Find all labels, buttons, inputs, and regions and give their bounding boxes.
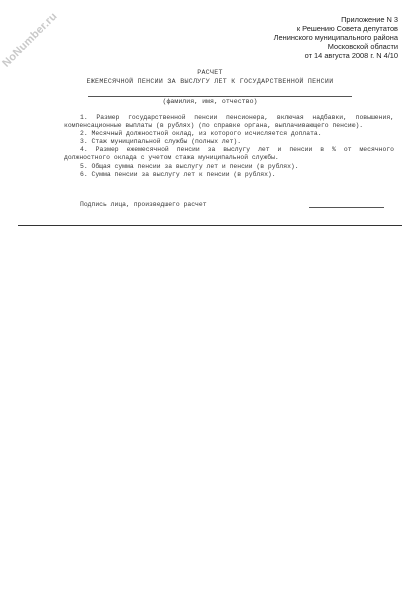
appendix-line: Ленинского муниципального района <box>273 33 398 42</box>
appendix-line: Московской области <box>327 42 398 51</box>
calculation-item: 2. Месячный должностной оклад, из которого исчисляется доплата. <box>80 130 322 138</box>
calculation-item: 3. Стаж муниципальной службы (полных лет). <box>80 138 242 146</box>
calculation-item: 5. Общая сумма пенсии за выслугу лет и пенсии (в рублях). <box>80 162 299 170</box>
document-title: РАСЧЕТ <box>197 69 223 76</box>
watermark: NoNumber.ru <box>0 10 60 70</box>
appendix-line: от 14 августа 2008 г. N 4/10 <box>304 51 398 60</box>
appendix-header <box>198 15 398 60</box>
appendix-line: к Решению Совета депутатов <box>296 24 398 33</box>
signature-line <box>309 207 384 208</box>
name-fill-line <box>88 96 352 97</box>
calculation-item: 6. Сумма пенсии за выслугу лет к пенсии (в рублях). <box>80 170 276 178</box>
name-caption: (фамилия, имя, отчество) <box>162 98 258 105</box>
calculation-items <box>64 114 394 179</box>
signature-label: Подпись лица, произведшего расчет <box>80 201 207 208</box>
calculation-item: 4. Размер ежемесячной пенсии за выслугу лет и пенсии в % от месячного должностного оклада с учетом стажа муниципальной службы. <box>64 146 394 162</box>
calculation-item: 1. Размер государственной пенсии пенсионера, включая надбавки, повышения, компенсационные выплаты (в рублях) (по справке органа, выплачивающего пенсию). <box>64 114 394 130</box>
document-subtitle: ЕЖЕМЕСЯЧНОЙ ПЕНСИИ ЗА ВЫСЛУГУ ЛЕТ К ГОСУДАРСТВЕННОЙ ПЕНСИИ <box>86 78 334 85</box>
bottom-divider <box>18 225 402 226</box>
appendix-line: Приложение N 3 <box>341 15 398 24</box>
